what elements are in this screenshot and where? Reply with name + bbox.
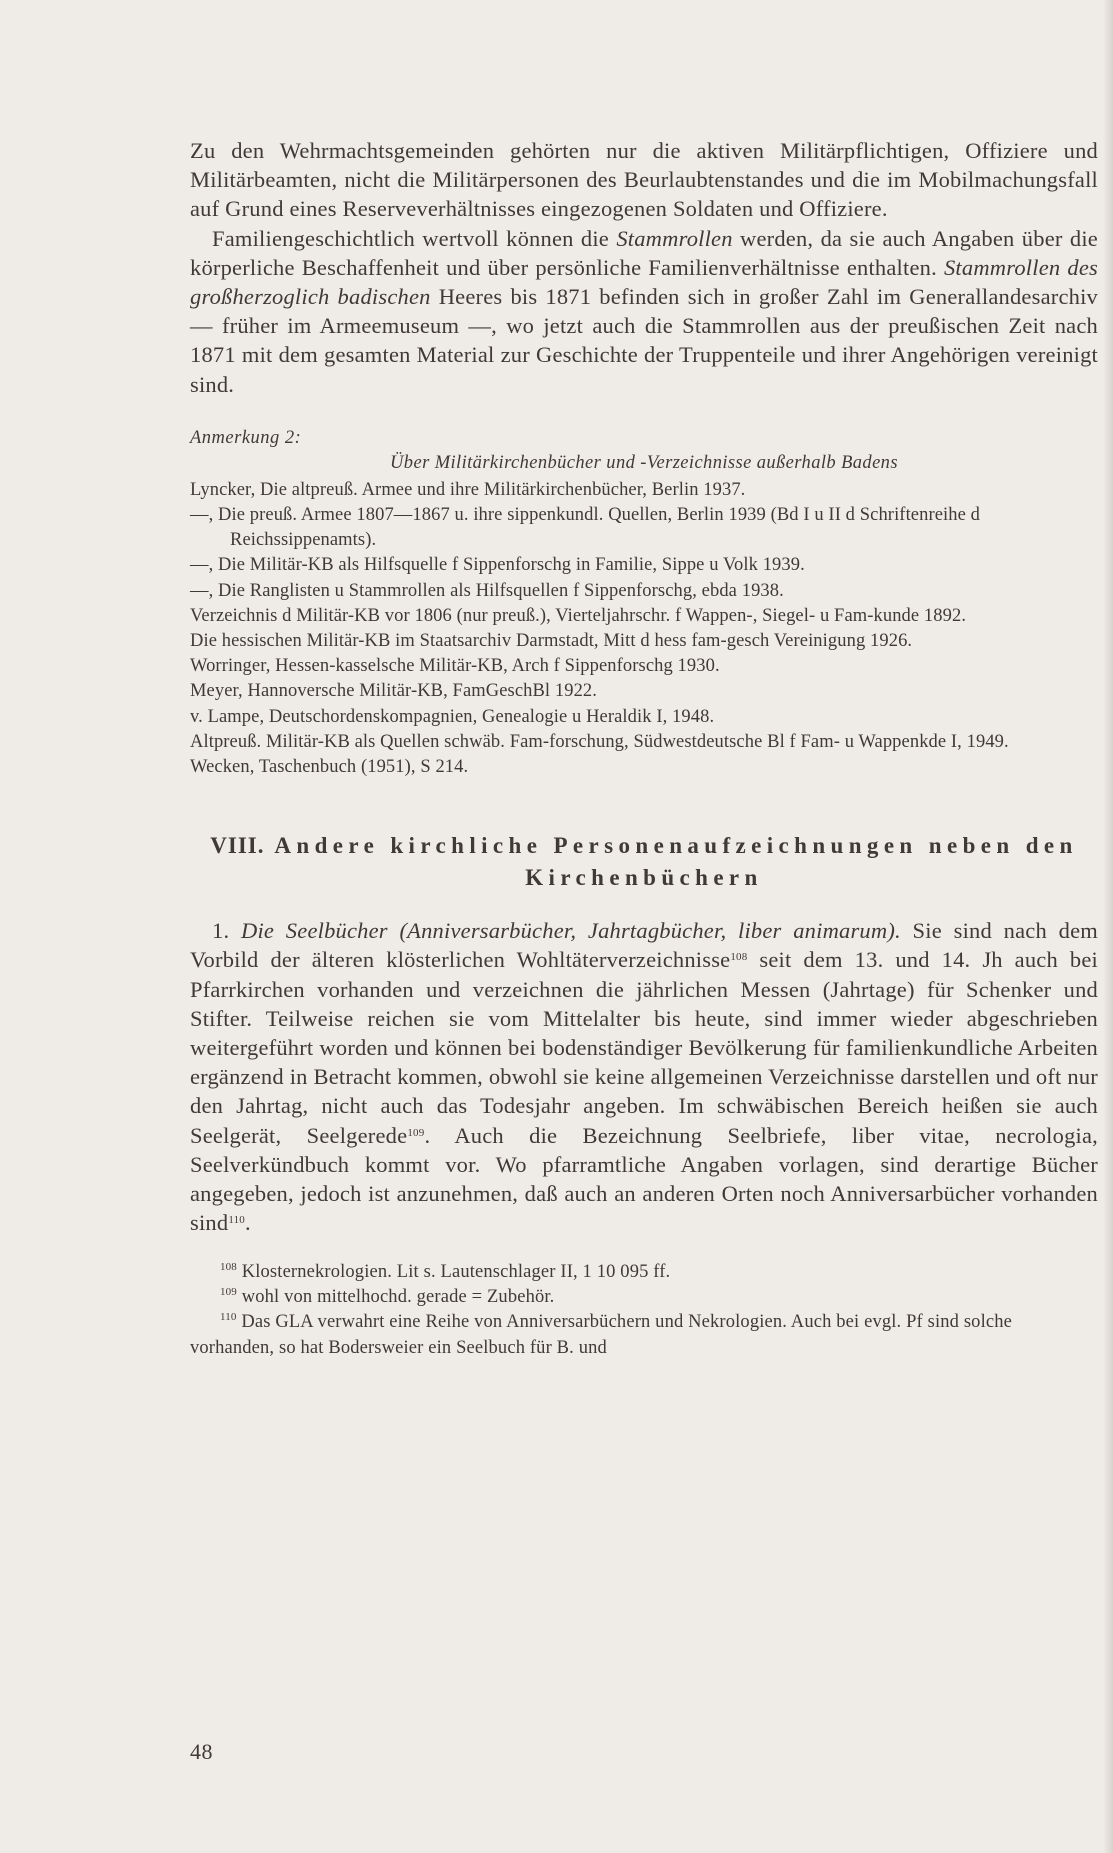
footnote-ref-110: 110 <box>228 1214 246 1227</box>
bibliography-entry: Wecken, Taschenbuch (1951), S 214. <box>190 757 469 778</box>
bibliography-entry: Verzeichnis d Militär-KB vor 1806 (nur preuß.), Vierteljahrschr. f Wappen-, Siegel- u Fam-kunde 1892. <box>190 605 967 626</box>
bibliography-entry: —, Die Militär-KB als Hilfsquelle f Sippenforschg in Familie, Sippe u Volk 1939. <box>190 555 805 576</box>
footnote-110 <box>190 1310 1098 1361</box>
bibliography-entry: —, Die preuß. Armee 1807—1867 u. ihre sippenkundl. Quellen, Berlin 1939 (Bd I u II d Schriftenreihe d Reichssippenamts). <box>190 505 981 551</box>
page-edge-shadow <box>1103 0 1113 1853</box>
footnote-108 <box>190 1260 1098 1285</box>
footnote-number: 110 <box>220 1311 237 1324</box>
paragraph-seelbuecher <box>190 916 1098 1237</box>
footnote-number: 108 <box>220 1260 237 1273</box>
page-content <box>190 136 1098 1361</box>
annotation-title: Über Militärkirchenbücher und -Verzeichnisse außerhalb Badens <box>390 452 898 473</box>
paragraph-text: seit dem 13. und 14. Jh auch bei Pfarrkirchen vorhanden und verzeichnen die jährlichen Messen (Jahrtage) für Schenker und Stifter. Teilweise reichen sie vom Mittelalter bis heute, sind immer wieder abgeschrieben weitergeführt worden und können bei bodenständiger Bevölkerung für familienkundliche Arbeiten ergänzend in Betracht kommen, obwohl sie keine allgemeinen Verzeichnisse darstellen und oft nur den Jahrtag, nicht auch das Todesjahr angeben. Im schwäbischen Bereich heißen sie auch Seelgerät, Seelgerede <box>190 947 1098 1148</box>
page-number: 48 <box>190 1739 213 1764</box>
term-stammrollen: Stammrollen <box>616 225 733 251</box>
footnote-text: Das GLA verwahrt eine Reihe von Anniversarbüchern und Nekrologien. Auch bei evgl. Pf sind solche vorhanden, so hat Bodersweier ein Seelbuch für B. und <box>190 1312 1012 1358</box>
paragraph-text: . Auch die Bezeichnung Seelbriefe, liber vitae, necrologia, Seelverkündbuch kommt vor. Wo pfarramtliche Angaben vorlagen, sind derartige Bücher angegeben, jedoch ist anzunehmen, daß auch an anderen Orten noch Anniversarbücher vorhanden sind <box>190 1122 1098 1236</box>
paragraph-text: . <box>245 1210 251 1236</box>
bibliography-entry: Altpreuß. Militär-KB als Quellen schwäb. Fam-forschung, Südwestdeutsche Bl f Fam- u Wappenkde I, 1949. <box>190 731 1009 752</box>
footnote-ref-109: 109 <box>407 1126 425 1139</box>
footnote-text: wohl von mittelhochd. gerade = Zubehör. <box>236 1286 555 1307</box>
bibliography-entry: Lyncker, Die altpreuß. Armee und ihre Militärkirchenbücher, Berlin 1937. <box>190 479 746 500</box>
section-heading <box>190 830 1098 894</box>
section-number: VIII. <box>210 833 265 859</box>
bibliography-entry: Meyer, Hannoversche Militär-KB, FamGeschBl 1922. <box>190 681 598 702</box>
paragraph-text: Heeres bis 1871 befinden sich in großer Zahl im Generallandesarchiv — früher im Armeemuseum —, wo jetzt auch die Stammrollen aus der preußischen Zeit nach 1871 mit dem gesamten Material zur Geschichte der Truppenteile und ihrer Angehörigen vereinigt sind. <box>190 284 1098 397</box>
bibliography-entry: —, Die Ranglisten u Stammrollen als Hilfsquellen f Sippenforschg, ebda 1938. <box>190 580 784 601</box>
paragraph-text: Familiengeschichtlich wertvoll können die <box>212 225 617 251</box>
bibliography-entry: v. Lampe, Deutschordenskompagnien, Genealogie u Heraldik I, 1948. <box>190 706 715 727</box>
bibliography-list <box>190 478 1098 780</box>
annotation-heading: Anmerkung 2: <box>190 427 302 448</box>
paragraph-wehrmachtsgemeinden: Zu den Wehrmachtsgemeinden gehörten nur die aktiven Militärpflichtigen, Offiziere und Militärbeamten, nicht die Militärpersonen des Beurlaubtenstandes und die im Mobilmachungsfall auf Grund eines Reserveverhältnisses eingezogenen Soldaten und Offiziere. <box>190 138 1098 222</box>
footnote-ref-108: 108 <box>730 951 748 964</box>
bibliography-entry: Worringer, Hessen-kasselsche Militär-KB, Arch f Sippenforschg 1930. <box>190 656 720 677</box>
footnote-number: 109 <box>220 1285 237 1298</box>
paragraph-text: werden, da sie auch Angaben über die körperliche Beschaffenheit und über persönliche Familienverhältnisse enthalten. <box>190 225 1098 280</box>
bibliography-entry: Die hessischen Militär-KB im Staatsarchiv Darmstadt, Mitt d hess fam-gesch Vereinigung 1926. <box>190 631 913 652</box>
footnote-list <box>190 1260 1098 1362</box>
paragraph-text: 1. <box>212 918 241 944</box>
paragraph-text: Sie sind nach dem Vorbild der älteren klösterlichen Wohltäterverzeichnisse <box>190 918 1098 973</box>
section-title: Andere kirchliche Personenaufzeichnungen neben den Kirchenbüchern <box>274 833 1078 891</box>
footnote-text: Klosternekrologien. Lit s. Lautenschlager II, 1 10 095 ff. <box>236 1261 671 1282</box>
footnote-109 <box>190 1285 1098 1310</box>
term-seelbuecher: Die Seelbücher (Anniversarbücher, Jahrtagbücher, liber animarum). <box>241 918 901 944</box>
term-stammrollen-baden: Stammrollen des großherzoglich badischen <box>190 254 1098 310</box>
paragraph-stammrollen <box>190 224 1098 399</box>
